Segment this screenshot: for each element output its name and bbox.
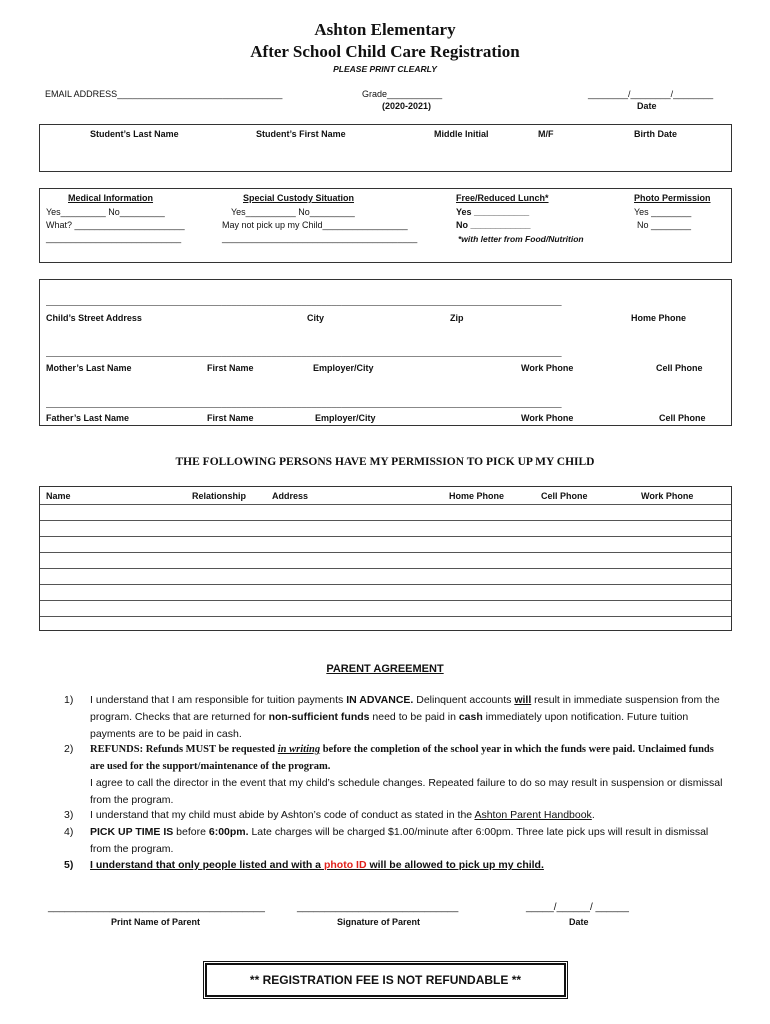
print-instruction: PLEASE PRINT CLEARLY (333, 64, 437, 74)
print-name-label: Print Name of Parent (111, 917, 201, 927)
item-number: 1) (64, 694, 74, 706)
mother-work-phone-label: Work Phone (521, 363, 574, 373)
table-row[interactable] (40, 616, 731, 617)
grade-field[interactable] (362, 89, 442, 99)
grade-label: Grade (362, 89, 388, 99)
photo-title: Photo Permission (634, 193, 711, 203)
fee-notice: ** REGISTRATION FEE IS NOT REFUNDABLE ** (249, 973, 522, 987)
table-row[interactable] (40, 536, 731, 537)
agreement-item-2 (64, 741, 734, 809)
mother-employer-label: Employer/City (313, 363, 374, 373)
agreement-item-4 (64, 824, 734, 859)
city-label: City (307, 313, 325, 323)
agreement-item-3 (64, 807, 734, 825)
signature-label: Signature of Parent (337, 917, 421, 927)
signature-line[interactable]: _____________________________ (297, 902, 459, 913)
photo-yes[interactable]: Yes ________ (634, 207, 692, 217)
student-last-name-label: Student’s Last Name (90, 129, 179, 139)
handbook-link[interactable]: Ashton Parent Handbook (474, 809, 592, 821)
table-row[interactable] (40, 520, 731, 521)
item-number: 2) (64, 743, 74, 755)
table-row[interactable] (40, 584, 731, 585)
middle-initial-label: Middle Initial (434, 129, 489, 139)
col-work-phone: Work Phone (641, 491, 694, 501)
signature-date-line[interactable]: _____/______/ ______ (526, 902, 629, 913)
lunch-yes[interactable]: Yes ___________ (456, 207, 530, 217)
street-address-label: Child’s Street Address (46, 313, 142, 323)
item-text: I understand that I am responsible for tuition payments IN ADVANCE. Delinquent accounts will result in immediate suspension from the program. Checks that are returned for non-sufficient funds need to be paid in cash immediately upon notification. Future tuition payments are to be paid in cash. (90, 694, 720, 740)
item-text: I understand that only people listed and with a photo ID will be allowed to pick up my child. (90, 859, 544, 871)
email-label: EMAIL ADDRESS (45, 89, 118, 99)
item-number: 5) (64, 859, 74, 871)
item-number: 4) (64, 826, 74, 838)
pickup-table (39, 486, 732, 631)
table-row[interactable] (40, 600, 731, 601)
fee-notice-box (205, 963, 566, 997)
birth-date-label: Birth Date (634, 129, 678, 139)
pickup-heading: THE FOLLOWING PERSONS HAVE MY PERMISSION TO PICK UP MY CHILD (175, 456, 595, 468)
lunch-no[interactable]: No ____________ (456, 220, 531, 230)
lunch-note: *with letter from Food/Nutrition (458, 234, 584, 244)
col-relationship: Relationship (192, 491, 247, 501)
form-title: After School Child Care Registration (250, 42, 520, 61)
grade-line: ___________ (387, 89, 443, 99)
zip-label: Zip (450, 313, 464, 323)
col-cell-phone: Cell Phone (541, 491, 588, 501)
col-address: Address (272, 491, 309, 501)
father-first-name-label: First Name (207, 413, 254, 423)
print-name-line[interactable]: _______________________________________ (48, 902, 265, 913)
mother-first-name-label: First Name (207, 363, 254, 373)
address-box (39, 279, 732, 426)
custody-line[interactable]: _______________________________________ (222, 233, 418, 243)
school-year: (2020-2021) (382, 101, 432, 111)
table-row[interactable] (40, 504, 731, 505)
father-employer-label: Employer/City (315, 413, 376, 423)
photo-no[interactable]: No ________ (637, 220, 692, 230)
father-line[interactable]: _______________________________________________________________________________________________________ (46, 398, 562, 408)
home-phone-label: Home Phone (631, 313, 687, 323)
student-info-box[interactable] (39, 124, 732, 172)
medical-yes-no[interactable]: Yes_________ No_________ (46, 207, 165, 217)
school-name: Ashton Elementary (314, 20, 456, 39)
custody-title: Special Custody Situation (243, 193, 355, 203)
medical-line[interactable]: ___________________________ (46, 233, 182, 243)
table-row[interactable] (40, 552, 731, 553)
father-last-name-label: Father’s Last Name (46, 413, 130, 423)
father-cell-phone-label: Cell Phone (659, 413, 706, 423)
signature-date-label: Date (569, 917, 589, 927)
custody-yes-no[interactable]: Yes__________ No_________ (231, 207, 355, 217)
item-text: PICK UP TIME IS before 6:00pm. Late charges will be charged $1.00/minute after 6:00pm. Three late pick ups will result in dismissal from the program. (90, 826, 709, 855)
medical-what[interactable]: What? ______________________ (46, 220, 185, 230)
table-row[interactable] (40, 568, 731, 569)
info-box (39, 188, 732, 263)
agreement-item-5 (64, 857, 734, 875)
item-number: 3) (64, 809, 74, 821)
col-name: Name (46, 491, 71, 501)
mother-line[interactable]: _______________________________________________________________________________________________________ (46, 347, 562, 357)
custody-may-not[interactable]: May not pick up my Child_________________ (222, 220, 408, 230)
agreement-heading: PARENT AGREEMENT (326, 663, 444, 675)
email-line: _________________________________ (117, 89, 283, 99)
address-line[interactable]: _______________________________________________________________________________________________________ (46, 296, 562, 306)
item-text: I understand that my child must abide by Ashton’s code of conduct as stated in the Ashton Parent Handbook. (90, 809, 595, 821)
agreement-item-1 (64, 692, 734, 744)
father-work-phone-label: Work Phone (521, 413, 574, 423)
top-date-field[interactable]: ________/________/________ (588, 89, 714, 99)
mother-last-name-label: Mother’s Last Name (46, 363, 132, 373)
student-first-name-label: Student’s First Name (256, 129, 346, 139)
mother-cell-phone-label: Cell Phone (656, 363, 703, 373)
medical-title: Medical Information (68, 193, 154, 203)
top-date-label: Date (637, 101, 657, 111)
lunch-title: Free/Reduced Lunch* (456, 193, 549, 203)
item-text: REFUNDS: Refunds MUST be requested in writing before the completion of the school year in which the funds were paid. Unclaimed funds are used for the support/maintenance of the program. I agree to call the director in the event that my child’s schedule changes. Repeated failure to do so may result in suspension or dismissal from the program. (90, 744, 723, 806)
col-home-phone: Home Phone (449, 491, 505, 501)
gender-label: M/F (538, 129, 554, 139)
email-field[interactable] (45, 89, 282, 99)
